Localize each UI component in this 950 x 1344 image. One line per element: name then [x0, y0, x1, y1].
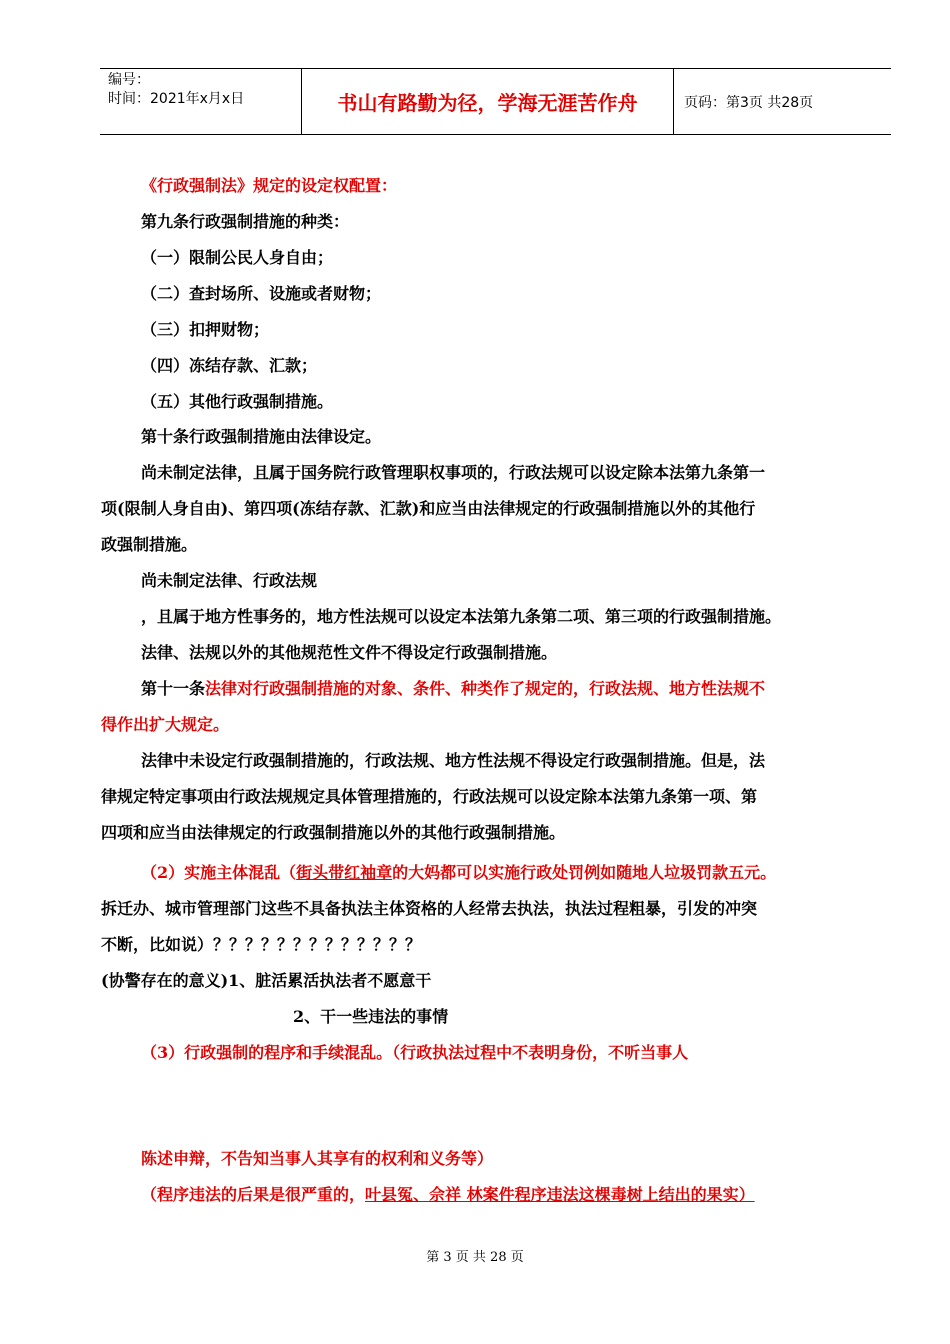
highlighted-paragraph: [141, 1182, 755, 1205]
highlighted-text: 法律对行政强制措施的对象、条件、种类作了规定的，行政法规、地方性法规不: [205, 679, 766, 698]
list-item: （五）其他行政强制措施。: [141, 392, 334, 411]
section-heading: 《行政强制法》规定的设定权配置：: [141, 176, 398, 195]
document-time-label: 时间：2021年x月x日: [108, 91, 245, 107]
paragraph-line: 法律、法规以外的其他规范性文件不得设定行政强制措施。: [141, 643, 558, 662]
highlighted-text: （程序违法的后果是很严重的，: [141, 1185, 366, 1204]
highlighted-text: 的大妈都可以实施行政处罚例如随地人垃圾罚款五元。: [392, 863, 777, 882]
list-item: （三）扣押财物；: [141, 320, 270, 339]
highlighted-text: 得作出扩大规定。: [101, 715, 230, 734]
paragraph-line: 尚未制定法律，且属于国务院行政管理职权事项的，行政法规可以设定除本法第九条第一: [141, 463, 766, 482]
paragraph-line: [141, 676, 765, 699]
paragraph-line: ，且属于地方性事务的，地方性法规可以设定本法第九条第二项、第三项的行政强制措施。: [141, 607, 782, 626]
page-footer: 第 3 页 共 28 页: [426, 1250, 524, 1265]
paragraph-line: 尚未制定法律、行政法规: [141, 571, 318, 590]
paragraph-line: 政强制措施。: [101, 535, 198, 554]
header-page-info: 页码：第3页 共28页: [684, 94, 814, 111]
header-motto: 书山有路勤为径，学海无涯苦作舟: [302, 69, 674, 134]
paragraph-line: 四项和应当由法律规定的行政强制措施以外的其他行政强制措施。: [101, 823, 566, 842]
document-header: [100, 68, 891, 135]
list-item: （四）冻结存款、汇款；: [141, 356, 318, 375]
paragraph-line: 不断，比如说）？？？？？？？？？？？？？: [101, 935, 422, 954]
paragraph-line: 项(限制人身自由)、第四项(冻结存款、汇款)和应当由法律规定的行政强制措施以外的其他行: [101, 499, 756, 518]
highlighted-text: （2）实施主体混乱（: [141, 863, 297, 882]
paragraph-line: 法律中未设定行政强制措施的，行政法规、地方性法规不得设定行政强制措施。但是，法: [141, 751, 766, 770]
paragraph-line: 拆迁办、城市管理部门这些不具备执法主体资格的人经常去执法，执法过程粗暴，引发的冲突: [101, 899, 758, 918]
list-item: （一）限制公民人身自由；: [141, 248, 334, 267]
highlighted-paragraph: （3）行政强制的程序和手续混乱。（行政执法过程中不表明身份，不听当事人: [141, 1043, 689, 1062]
list-item: （二）查封场所、设施或者财物；: [141, 284, 382, 303]
paragraph-line: (协警存在的意义)1、脏活累活执法者不愿意干: [101, 971, 432, 990]
paragraph-line: 律规定特定事项由行政法规规定具体管理措施的，行政法规可以设定除本法第九条第一项、第: [101, 787, 758, 806]
paragraph-line: 2、干一些违法的事情: [293, 1007, 449, 1026]
paragraph-line: 第九条行政强制措施的种类：: [141, 212, 350, 231]
highlighted-paragraph: [141, 860, 776, 883]
document-number-label: 编号：: [108, 72, 150, 88]
underlined-text: 叶县冤、佘祥 林案件程序违法这棵毒树上结出的果实）: [365, 1185, 755, 1204]
header-meta: [100, 69, 302, 134]
underlined-text: 街头带红袖章: [296, 863, 393, 882]
paragraph-line: 第十条行政强制措施由法律设定。: [141, 427, 382, 446]
article-label: 第十一条: [141, 679, 206, 698]
highlighted-paragraph: 陈述申辩，不告知当事人其享有的权利和义务等）: [141, 1149, 494, 1168]
